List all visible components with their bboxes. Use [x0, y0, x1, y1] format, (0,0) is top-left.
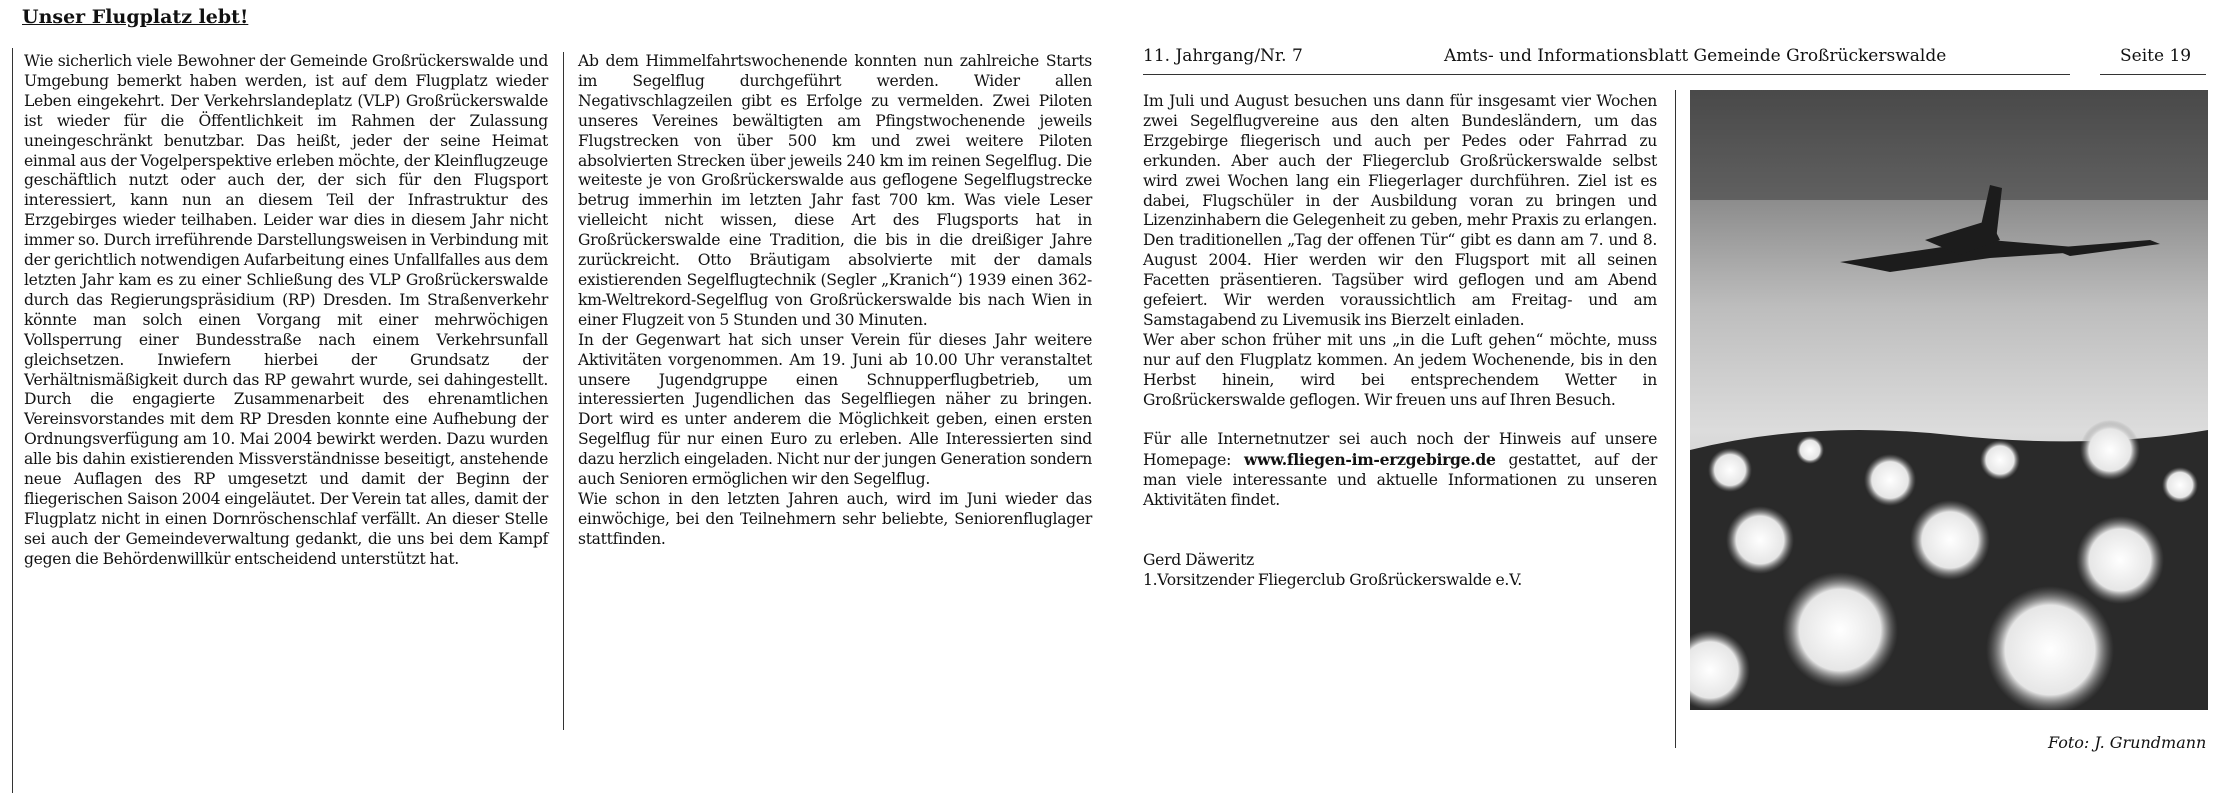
- column-divider-middle: [563, 52, 564, 730]
- paragraph-spacer: [1143, 411, 1657, 431]
- issue-number: 11. Jahrgang/Nr. 7: [1143, 46, 1303, 66]
- article-paragraph: [1143, 430, 1657, 511]
- homepage-outro: gestattet, auf der man viele interessante und aktuelle Informationen zu unseren Aktivitäten findet.: [1143, 451, 1658, 510]
- page-number: Seite 19: [2120, 46, 2192, 66]
- article-paragraph: Ab dem Himmelfahrtswochenende konnten nun zahlreiche Starts im Segelflug durchgeführt werden. Wider allen Negativschlagzeilen gibt es Erfolge zu vermelden. Zwei Piloten unseres Vereines bewältigten am Pfingstwochenende jeweils Flugstrecken von über 500 km und zwei weitere Piloten absolvierten Strecken über jeweils 240 km im reinen Segelflug. Die weiteste je von Großrückerswalde aus geflogene Segelflugstrecke betrug immerhin im letzten Jahr fast 700 km. Was viele Leser vielleicht nicht wissen, diese Art des Flugsports hat in Großrückerswalde eine Tradition, die bis in die dreißiger Jahre zurückreicht. Otto Bräutigam absolvierte mit der damals existierenden Segelflugtechnik (Segler „Kranich“) 1939 einen 362-km-Weltrekord-Segelflug von Großrückerswalde bis nach Wien in einer Flugzeit von 5 Stunden und 30 Minuten.: [578, 52, 1092, 329]
- glider-photo: [1690, 90, 2208, 710]
- article-headline: Unser Flugplatz lebt!: [22, 6, 249, 28]
- article-paragraph: In der Gegenwart hat sich unser Verein für dieses Jahr weitere Aktivitäten vorgenommen. Am 19. Juni ab 10.00 Uhr veranstaltet unsere Jugendgruppe einen Schnupperflugbetrieb, um interessierten Jugendlichen das Segelfliegen näher zu bringen. Dort wird es unter anderem die Möglichkeit geben, einen ersten Segelflug für nur einen Euro zu erleben. Alle Interessierten sind dazu herzlich eingeladen. Nicht nur der jungen Generation sondern auch Senioren ermöglichen wir den Segelflug.: [578, 330, 1092, 489]
- article-column-2: [578, 52, 1092, 550]
- photo-caption: Foto: J. Grundmann: [2048, 733, 2207, 752]
- article-paragraph: Im Juli und August besuchen uns dann für insgesamt vier Wochen zwei Segelflugvereine aus den alten Bundesländern, um das Erzgebirge fliegerisch und auch per Pedes oder Fahrrad zu erkunden. Aber auch der Fliegerclub Großrückerswalde selbst wird zwei Wochen lang ein Fliegerlager durchführen. Ziel ist es dabei, Flugschüler in der Ausbildung voran zu bringen und Lizenzinhabern die Gelegenheit zu geben, mehr Praxis zu erlangen. Den traditionellen „Tag der offenen Tür“ gibt es dann am 7. und 8. August 2004. Hier werden wir den Flugsport mit all seinen Facetten präsentieren. Tagsüber wird geflogen und am Abend gefeiert. Wir werden voraussichtlich am Freitag- und am Samstagabend zu Livemusik ins Bierzelt einladen.: [1143, 92, 1657, 329]
- article-paragraph: Wie schon in den letzten Jahren auch, wird im Juni wieder das einwöchige, bei den Teilnehmern sehr beliebte, Seniorenfluglager stattfinden.: [578, 489, 1092, 548]
- homepage-intro: Für alle Internetnutzer sei auch noch der Hinweis auf unsere Homepage:: [1143, 430, 1657, 470]
- column-divider-left: [12, 48, 13, 793]
- publication-title: Amts- und Informationsblatt Gemeinde Großrückerswalde: [1444, 46, 1947, 66]
- homepage-url: www.fliegen-im-erzgebirge.de: [1243, 450, 1496, 470]
- article-paragraph: Wer aber schon früher mit uns „in die Luft gehen“ möchte, muss nur auf den Flugplatz kommen. An jedem Wochenende, bis in den Herbst hinein, wird bei entsprechendem Wetter in Großrückerswalde geflogen. Wir freuen uns auf Ihren Besuch.: [1143, 330, 1657, 409]
- article-column-3: [1143, 92, 1657, 591]
- paragraph-spacer: [1143, 511, 1657, 551]
- article-column-1: [24, 52, 548, 570]
- header-rule: [1143, 74, 2070, 75]
- photo-divider: [1675, 90, 1676, 748]
- header-rule-page: [2100, 74, 2206, 75]
- author-name: Gerd Däweritz: [1143, 550, 1254, 569]
- author-role: 1.Vorsitzender Fliegerclub Großrückerswalde e.V.: [1143, 570, 1522, 589]
- article-paragraph: Wie sicherlich viele Bewohner der Gemeinde Großrückerswalde und Umgebung bemerkt haben werden, ist auf dem Flugplatz wieder Leben eingekehrt. Der Verkehrslandeplatz (VLP) Großrückerswalde ist wieder für die Öffentlichkeit im Rahmen der Zulassung uneingeschränkt benutzbar. Das heißt, jeder der seine Heimat einmal aus der Vogelperspektive erleben möchte, der Kleinflugzeuge geschäftlich nutzt oder auch der, der sich für den Flugsport interessiert, kann nun an diesem Teil der Infrastruktur des Erzgebirges wieder teilhaben. Leider war dies in diesem Jahr nicht immer so. Durch irreführende Darstellungsweisen in Verbindung mit der gerichtlich notwendigen Aufarbeitung eines Unfallfalles aus dem letzten Jahr kam es zu einer Schließung des VLP Großrückerswalde durch das Regierungspräsidium (RP) Dresden. Im Straßenverkehr könnte man solch einen Vorgang mit einer mehrwöchigen Vollsperrung einer Bundesstraße nach einem Verkehrsunfall gleichsetzen. Inwiefern hierbei der Grundsatz der Verhältnismäßigkeit durch das RP gewahrt wurde, sei dahingestellt. Durch die engagierte Zusammenarbeit des ehrenamtlichen Vereinsvorstandes mit dem RP Dresden konnte eine Aufhebung der Ordnungsverfügung am 10. Mai 2004 bewirkt werden. Dazu wurden alle bis dahin existierenden Missverständnisse beseitigt, anstehende neue Auflagen des RP umgesetzt und damit der Beginn der fliegerischen Saison 2004 eingeläutet. Der Verein tat alles, damit der Flugplatz nicht in einen Dornröschenschlaf verfällt. An dieser Stelle sei auch der Gemeindeverwaltung gedankt, die uns bei dem Kampf gegen die Behördenwillkür entscheidend unterstützt hat.: [24, 52, 548, 568]
